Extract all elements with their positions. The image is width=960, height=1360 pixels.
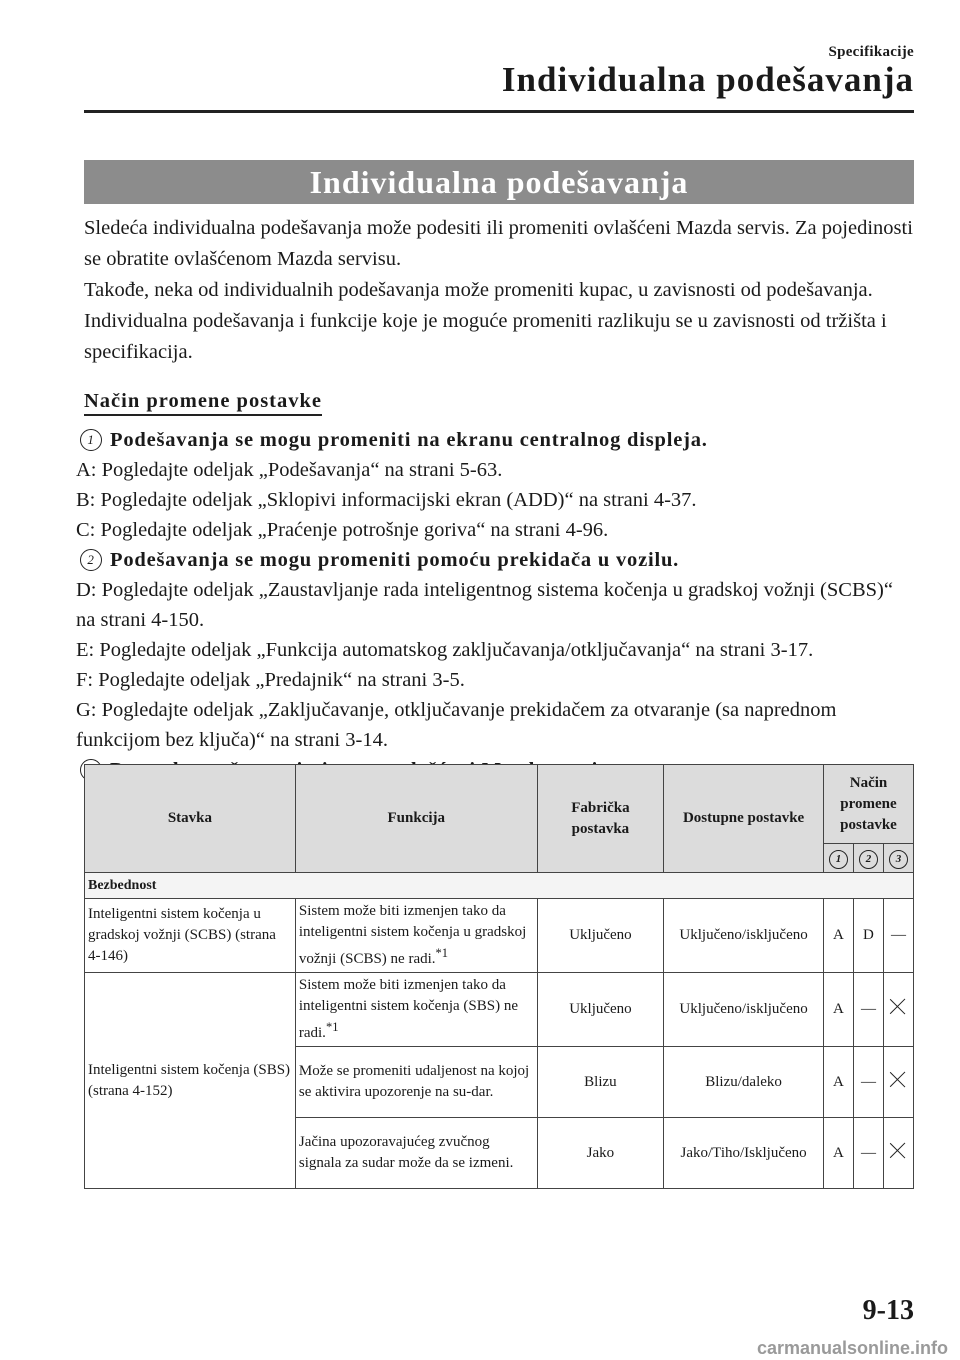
footnote-mark: *1 xyxy=(325,1020,339,1034)
cell-factory: Blizu xyxy=(537,1047,664,1118)
cell-method-3 xyxy=(883,973,913,1047)
settings-table xyxy=(84,764,914,1189)
ref-line-g: G: Pogledajte odeljak „Zaključavanje, otključavanje prekidačem za otvaranje (sa naprednom funkcijom bez ključa)“ na strani 3-14. xyxy=(76,699,837,751)
cell-factory: Jako xyxy=(537,1118,664,1189)
section-banner: Individualna podešavanja xyxy=(84,160,914,204)
header-available: Dostupne postavke xyxy=(664,765,824,873)
cross-icon xyxy=(890,1142,906,1158)
function-text: Sistem može biti izmenjen tako da inteligentni sistem kočenja u gradskoj vožnji (SCBS) ne radi. xyxy=(298,903,527,967)
number-1-icon: 1 xyxy=(80,429,102,451)
cell-method-1: A xyxy=(823,899,853,973)
intro-paragraph-1: Sledeća individualna podešavanja može podesiti ili promeniti ovlašćeni Mazda servis. Za pojedinosti se obratite ovlašćenom Mazda servisu. xyxy=(84,217,913,270)
cell-factory: Uključeno xyxy=(537,899,664,973)
header-method: Način promene postavke xyxy=(823,765,913,844)
cell-method-2: — xyxy=(853,1047,883,1118)
method-heading: Način promene postavke xyxy=(84,390,322,416)
cell-function: Jačina upozoravajućeg zvučnog signala za sudar može da se izmeni. xyxy=(295,1118,537,1189)
method-item-1 xyxy=(76,425,916,455)
cell-available: Uključeno/isključeno xyxy=(664,899,824,973)
intro-text xyxy=(84,213,914,368)
cell-available: Jako/Tiho/Isključeno xyxy=(664,1118,824,1189)
cell-factory: Uključeno xyxy=(537,973,664,1047)
header-item: Stavka xyxy=(85,765,296,873)
cell-method-2: — xyxy=(853,973,883,1047)
cell-item: Inteligentni sistem kočenja u gradskoj vožnji (SCBS) (strana 4-146) xyxy=(85,899,296,973)
header-factory: Fabrička postavka xyxy=(537,765,664,873)
ref-line-d: D: Pogledajte odeljak „Zaustavljanje rada inteligentnog sistema kočenja u gradskoj vožnji (SCBS)“ na strani 4-150. xyxy=(76,579,893,631)
cell-available: Blizu/daleko xyxy=(664,1047,824,1118)
number-3-icon: 3 xyxy=(889,850,908,869)
number-1-icon: 1 xyxy=(829,850,848,869)
ref-line-b: B: Pogledajte odeljak „Sklopivi informacijski ekran (ADD)“ na strani 4-37. xyxy=(76,489,697,511)
function-text: Sistem može biti izmenjen tako da inteligentni sistem kočenja (SBS) ne radi. xyxy=(298,977,518,1041)
number-2-icon: 2 xyxy=(80,549,102,571)
cell-function xyxy=(295,973,537,1047)
cell-method-1: A xyxy=(823,1118,853,1189)
cell-method-3 xyxy=(883,1118,913,1189)
table-row xyxy=(85,899,914,973)
ref-line-a: A: Pogledajte odeljak „Podešavanja“ na strani 5-63. xyxy=(76,459,503,481)
cell-method-2: — xyxy=(853,1118,883,1189)
intro-paragraph-2: Takođe, neka od individualnih podešavanja može promeniti kupac, u zavisnosti od podešavanja. xyxy=(84,279,873,301)
cell-available: Uključeno/isključeno xyxy=(664,973,824,1047)
ref-line-f: F: Pogledajte odeljak „Predajnik“ na strani 3-5. xyxy=(76,669,465,691)
ref-line-e: E: Pogledajte odeljak „Funkcija automatskog zaključavanja/otključavanja“ na strani 3-17. xyxy=(76,639,814,661)
cell-method-2: D xyxy=(853,899,883,973)
cell-item: Inteligentni sistem kočenja (SBS) (strana 4-152) xyxy=(85,973,296,1189)
ref-line-c: C: Pogledajte odeljak „Praćenje potrošnje goriva“ na strani 4-96. xyxy=(76,519,609,541)
cell-function: Može se promeniti udaljenost na kojoj se aktivira upozorenje na su-dar. xyxy=(295,1047,537,1118)
header-title: Individualna podešavanja xyxy=(501,60,914,99)
section-row-safety: Bezbednost xyxy=(85,873,914,899)
cell-function xyxy=(295,899,537,973)
method-item-2-title: Podešavanja se mogu promeniti pomoću prekidača u vozilu. xyxy=(110,549,680,571)
cell-method-1: A xyxy=(823,973,853,1047)
header-divider xyxy=(84,110,914,113)
footnote-mark: *1 xyxy=(435,946,449,960)
cell-method-3 xyxy=(883,1047,913,1118)
watermark: carmanualsonline.info xyxy=(756,1338,948,1358)
header-function: Funkcija xyxy=(295,765,537,873)
page-number: 9-13 xyxy=(862,1295,914,1326)
cross-icon xyxy=(890,1071,906,1087)
intro-paragraph-3: Individualna podešavanja i funkcije koje je moguće promeniti razlikuju se u zavisnosti od tržišta i specifikacija. xyxy=(84,310,887,363)
number-2-icon: 2 xyxy=(859,850,878,869)
method-item-2 xyxy=(76,545,916,575)
cell-method-3: — xyxy=(883,899,913,973)
header-section-label: Specifikacije xyxy=(828,44,914,60)
cell-method-1: A xyxy=(823,1047,853,1118)
cross-icon xyxy=(890,998,906,1014)
table-row xyxy=(85,973,914,1047)
method-item-1-title: Podešavanja se mogu promeniti na ekranu centralnog displeja. xyxy=(110,429,708,451)
method-list xyxy=(76,425,916,785)
